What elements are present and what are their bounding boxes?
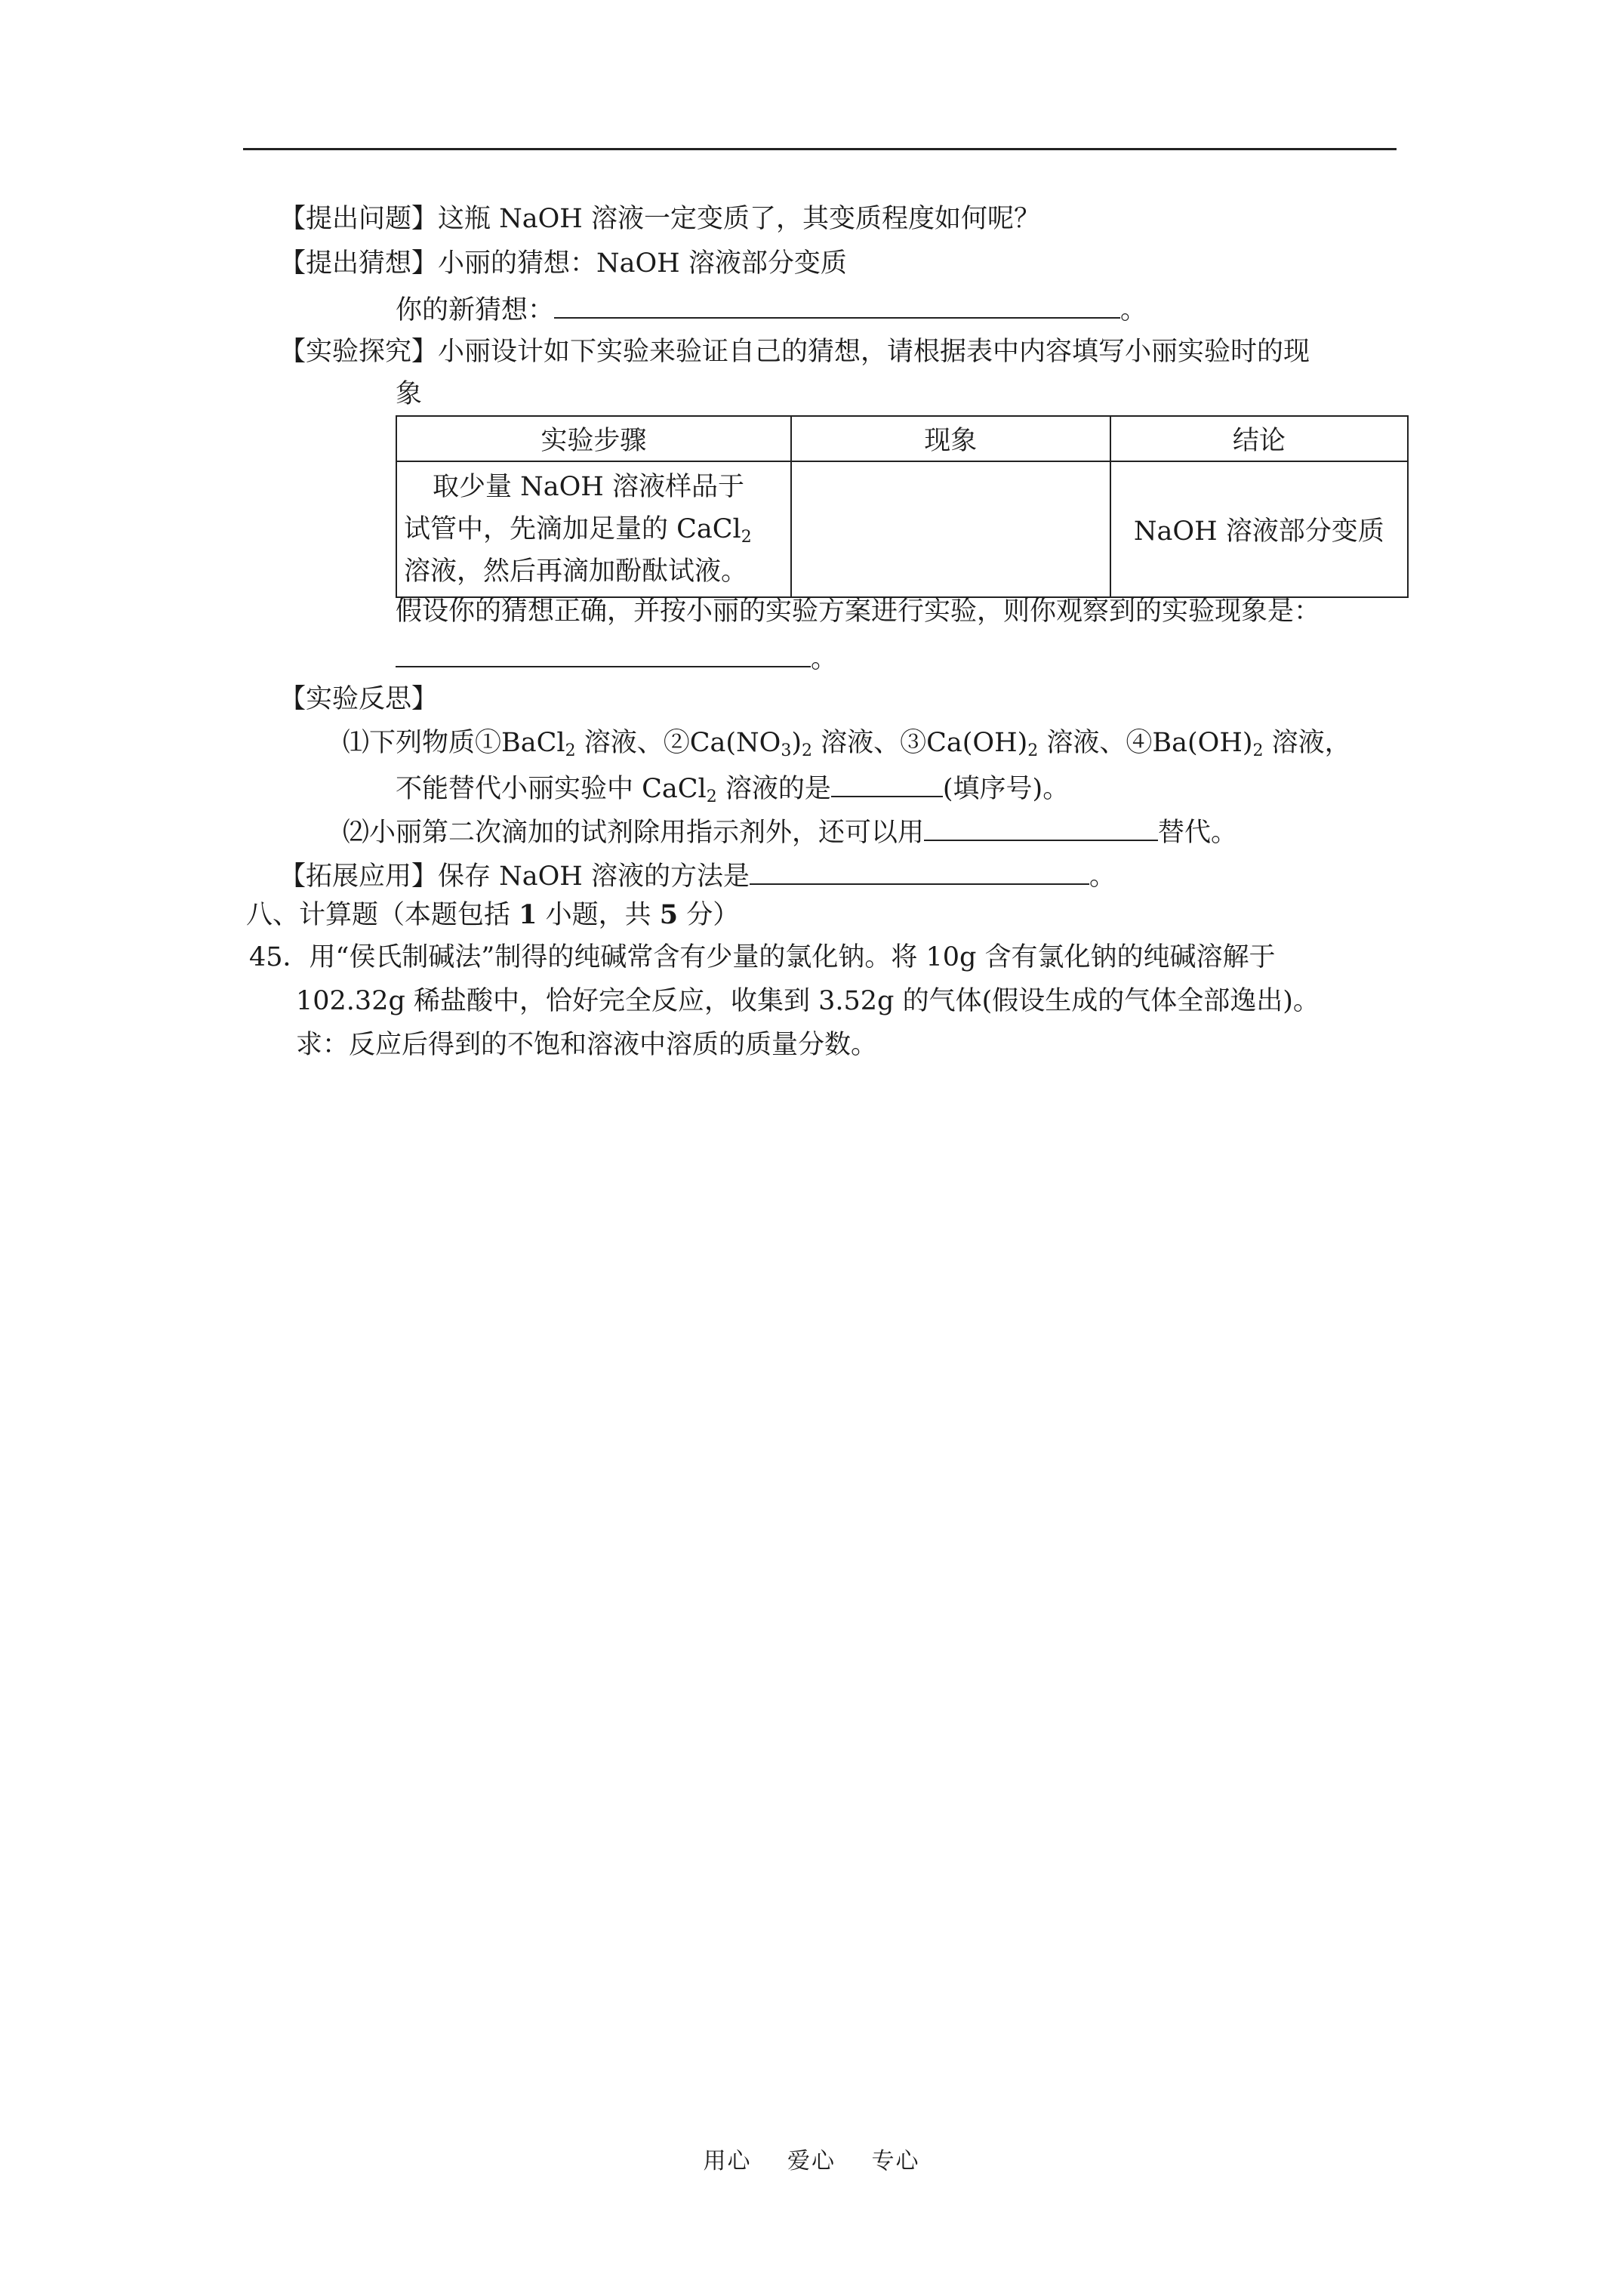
your-guess-label: 你的新猜想： [396,295,555,325]
your-guess-line [396,290,1147,328]
step-text [398,463,790,596]
experiment-table [396,415,1409,598]
cell-step [396,461,791,597]
reflection-item-1-line-2: 不能替代小丽实验中 CaCl$_2$ 溶液的是 (填序号)。 [396,769,1069,807]
observation-line [396,639,837,677]
section-8-title: 八、计算题（本题包括 1 小题，共 5 分） [246,899,740,930]
cell-phenomenon[interactable] [791,461,1110,597]
question-45-line-2: 102.32g 稀盐酸中，恰好完全反应，收集到 3.52g 的气体(假设生成的气体全部逸出)。 [296,986,1320,1016]
your-guess-blank[interactable] [554,290,1120,319]
step-line-2: 试管中，先滴加足量的 CaCl$_2$ [404,514,752,547]
footer-word-2: 爱心 [787,2148,836,2174]
reflection-item-1: ⑴下列物质①BaCl$_2$ 溶液、$②Ca(NO_3)_2$ 溶液、$③Ca(OH)_2$ 溶液、$④Ba(OH)_2$ 溶液， [343,728,1351,760]
step-line-3: 溶液，然后再滴加酚酞试液。 [404,556,748,587]
substance-number-blank[interactable] [831,769,943,797]
ask-problem-line: 【提出问题】这瓶 NaOH 溶液一定变质了，其变质程度如何呢？ [279,204,1040,234]
reagent-blank[interactable] [924,812,1158,841]
question-45-line-3: 求：反应后得到的不饱和溶液中溶质的质量分数。 [296,1030,878,1060]
period: 。 [811,644,838,674]
period: 。 [1120,295,1147,325]
step-line-1: 取少量 NaOH 溶液样品于 [433,472,744,502]
header-steps: 实验步骤 [396,416,791,461]
table-header-row [396,416,1408,461]
header-conclusion: 结论 [1110,416,1408,461]
footer-word-3: 专心 [871,2148,920,2174]
observation-blank[interactable] [396,639,811,667]
header-phenomenon: 现象 [791,416,1110,461]
guess-line: 【提出猜想】小丽的猜想：NaOH 溶液部分变质 [279,248,847,279]
explore-line-2: 象 [396,379,423,409]
explore-line-1: 【实验探究】小丽设计如下实验来验证自己的猜想，请根据表中内容填写小丽实验时的现 [279,337,1310,367]
reflection-item-2: ⑵小丽第二次滴加的试剂除用指示剂外，还可以用 替代。 [343,812,1237,851]
after-table-line: 假设你的猜想正确，并按小丽的实验方案进行实验，则你观察到的实验现象是： [396,596,1321,627]
footer-word-1: 用心 [703,2148,752,2174]
header-rule [243,148,1397,150]
reflection-title: 【实验反思】 [279,684,439,714]
extension-line: 【拓展应用】保存 NaOH 溶液的方法是 。 [279,856,1116,895]
footer [0,2142,1623,2175]
table-row [396,461,1408,597]
cell-conclusion: NaOH 溶液部分变质 [1110,461,1408,597]
storage-method-blank[interactable] [750,856,1089,885]
question-45-line-1: 45．用“侯氏制碱法”制得的纯碱常含有少量的氯化钠。将 10g 含有氯化钠的纯碱溶解于 [249,942,1276,972]
